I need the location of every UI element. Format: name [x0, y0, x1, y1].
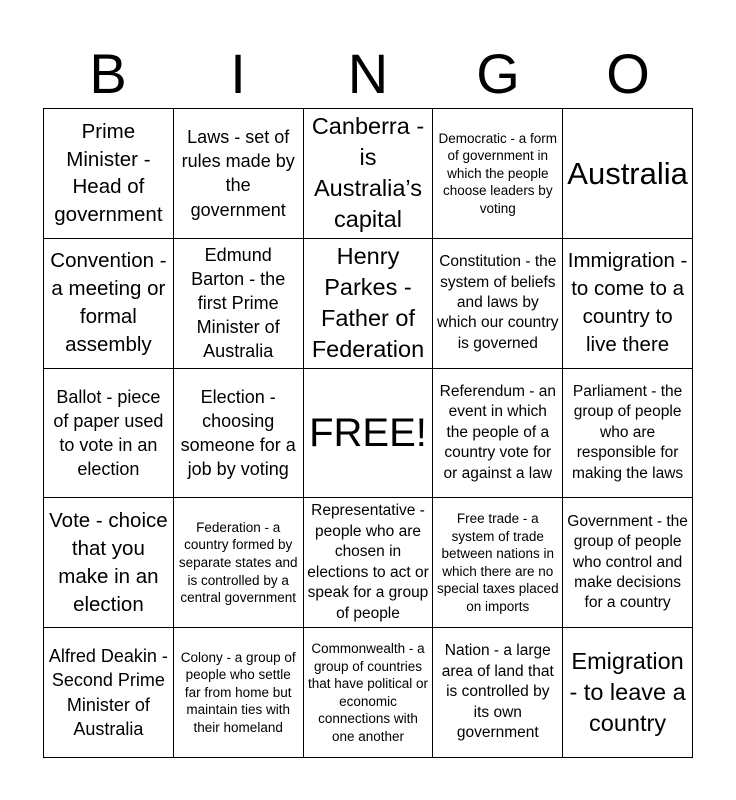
bingo-cell[interactable]: [44, 369, 174, 499]
cell-text: Commonwealth - a group of countries that have political or economic connections with one another: [307, 640, 429, 744]
bingo-cell[interactable]: [304, 628, 434, 758]
cell-text: Ballot - piece of paper used to vote in an election: [53, 386, 164, 480]
bingo-cell[interactable]: [433, 369, 563, 499]
cell-text: Colony - a group of people who settle far from home but maintain ties with their homeland: [180, 649, 296, 735]
cell-text: Referendum - an event in which the people of a country vote for or against a law: [439, 382, 556, 482]
bingo-cell[interactable]: [433, 239, 563, 369]
bingo-cell[interactable]: [563, 498, 693, 628]
cell-text: Free trade - a system of trade between nations in which there are no special taxes placed on imports: [437, 511, 559, 614]
bingo-cell[interactable]: [44, 239, 174, 369]
bingo-cell[interactable]: [44, 498, 174, 628]
cell-text: Federation - a country formed by separate states and is controlled by a central government: [178, 519, 298, 606]
cell-text: Election - choosing someone for a job by voting: [180, 386, 296, 480]
bingo-cell[interactable]: [304, 239, 434, 369]
cell-text: Vote - choice that you make in an election: [49, 509, 168, 616]
bingo-cell[interactable]: [433, 109, 563, 239]
bingo-cell[interactable]: [44, 109, 174, 239]
cell-text: Henry Parkes - Father of Federation: [311, 243, 425, 363]
cell-text: Emigration - to leave a country: [569, 648, 686, 737]
bingo-cell[interactable]: [174, 239, 304, 369]
free-cell[interactable]: [304, 369, 434, 499]
cell-text: Laws - set of rules made by the government: [181, 127, 295, 220]
bingo-cell[interactable]: [174, 628, 304, 758]
cell-text: Immigration - to come to a country to live there: [567, 249, 688, 357]
cell-text: Parliament - the group of people who are responsible for making the laws: [572, 382, 684, 482]
bingo-cell[interactable]: [174, 109, 304, 239]
bingo-cell[interactable]: [563, 239, 693, 369]
cell-text: Representative - people who are chosen in elections to act or speak for a group of people: [307, 502, 429, 622]
bingo-cell[interactable]: [563, 109, 693, 239]
title-letter-b: B: [89, 42, 127, 105]
bingo-cell[interactable]: [433, 628, 563, 758]
cell-text: Prime Minister - Head of government: [54, 119, 163, 227]
bingo-cell[interactable]: [174, 369, 304, 499]
cell-text: Edmund Barton - the first Prime Minister of Australia: [191, 244, 286, 362]
free-space-label: FREE!: [309, 410, 427, 455]
title-letter-n: N: [347, 42, 389, 105]
bingo-cell[interactable]: [174, 498, 304, 628]
title-letter-g: G: [476, 42, 520, 105]
bingo-cell[interactable]: [563, 628, 693, 758]
bingo-board: [43, 108, 693, 758]
title-letter-o: O: [606, 42, 650, 105]
bingo-cell[interactable]: [44, 628, 174, 758]
bingo-cell[interactable]: [563, 369, 693, 499]
bingo-cell[interactable]: [433, 498, 563, 628]
cell-text: Government - the group of people who control and make decisions for a country: [567, 512, 688, 612]
bingo-cell[interactable]: [304, 109, 434, 239]
cell-text: Constitution - the system of beliefs and laws by which our country is governed: [437, 253, 559, 352]
cell-text: Australia: [567, 155, 688, 191]
cell-text: Convention - a meeting or formal assembly: [50, 249, 167, 357]
title-letter-i: I: [230, 42, 246, 105]
cell-text: Canberra - is Australia’s capital: [311, 113, 425, 233]
bingo-cell[interactable]: [304, 498, 434, 628]
cell-text: Alfred Deakin - Second Prime Minister of Australia: [48, 646, 168, 739]
bingo-title: [43, 40, 693, 108]
cell-text: Nation - a large area of land that is controlled by its own government: [441, 642, 554, 742]
cell-text: Democratic - a form of government in which the people choose leaders by voting: [438, 130, 558, 216]
